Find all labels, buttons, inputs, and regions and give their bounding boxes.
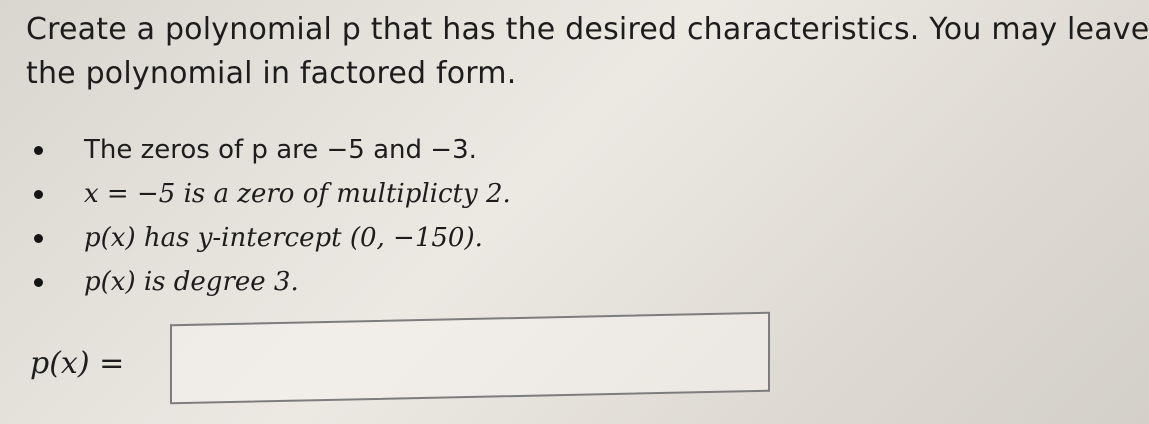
prompt-line-1: Create a polynomial p that has the desired characteristics. You may leave	[26, 12, 1149, 47]
bullet-icon	[34, 278, 43, 287]
characteristic-text: p(x) is degree 3.	[84, 267, 299, 297]
polynomial-answer-input[interactable]	[170, 312, 770, 405]
characteristic-text: The zeros of p are −5 and −3.	[84, 135, 477, 165]
characteristic-text: p(x) has y-intercept (0, −150).	[84, 223, 483, 253]
characteristic-text: x = −5 is a zero of multiplicty 2.	[84, 179, 511, 209]
prompt-line-2: the polynomial in factored form.	[26, 56, 517, 91]
answer-label: p(x) =	[30, 346, 125, 381]
problem-prompt	[26, 8, 1149, 96]
bullet-icon	[34, 190, 43, 199]
bullet-icon	[34, 146, 43, 155]
bullet-icon	[34, 234, 43, 243]
